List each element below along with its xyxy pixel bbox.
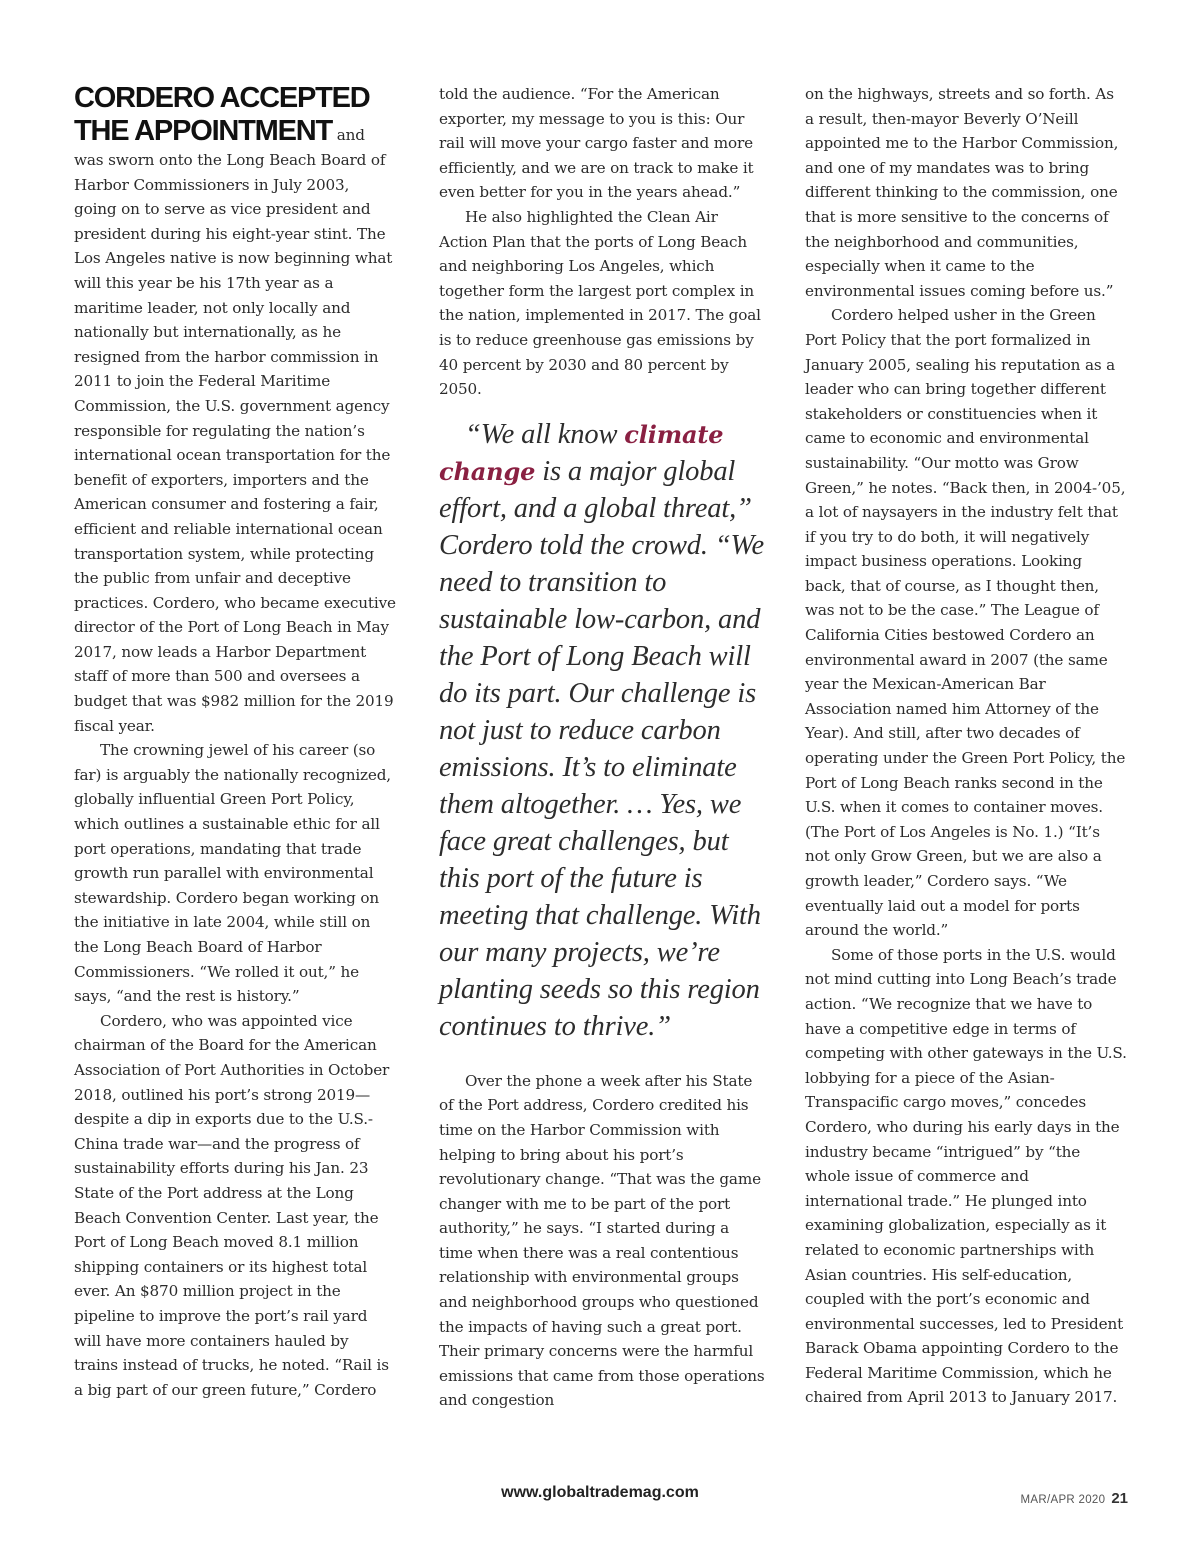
headline-line-1: CORDERO ACCEPTED: [74, 82, 370, 114]
paragraph: The crowning jewel of his career (so far) is arguably the nationally recognized, globally influential Green Port Policy, which outlines a sustainable ethic for all port operations, mandating that trade growth run parallel with environmental stewardship. Cordero began working on the initiative in late 2004, while still on the Long Beach Board of Harbor Commissioners. “We rolled it out,” he says, “and the rest is history.”: [74, 741, 391, 1006]
paragraph: told the audience. “For the American exporter, my message to you is this: Our rail will move your cargo faster and more efficiently, and we are on track to make it even better for you in the years ahead.”: [439, 85, 754, 202]
pull-quote: [439, 416, 766, 1045]
pull-quote-highlight: climate change: [439, 419, 724, 486]
article-column-1: [74, 82, 396, 1402]
paragraph: Over the phone a week after his State of the Port address, Cordero credited his time on the Harbor Commission with helping to bring about his port’s revolutionary change. “That was the game changer with me to be part of the port authority,” he says. “I started during a time when there was a real contentious relationship with environmental groups and neighborhood groups who questioned the impacts of having such a great port. Their primary concerns were the harmful emissions that came from those operations and congestion: [439, 1071, 765, 1410]
paragraph: [74, 115, 396, 738]
issue-date: MAR/APR 2020: [1020, 1494, 1106, 1506]
page-number: 21: [1111, 1490, 1128, 1507]
paragraph: Cordero helped usher in the Green Port Policy that the port formalized in January 2005, sealing his reputation as a leader who can bring together different stakeholders or constituencies when it came to economic and environmental sustainability. “Our motto was Grow Green,” he notes. “Back then, in 2004-’05, a lot of naysayers in the industry felt that if you try to do both, it will negatively impact business operations. Looking back, that of course, as I thought then, was not to be the case.” The League of California Cities bestowed Cordero an environmental award in 2007 (the same year the Mexican-American Bar Association named him Attorney of the Year). And still, after two decades of operating under the Green Port Policy, the Port of Long Beach ranks second in the U.S. when it comes to container moves. (The Port of Los Angeles is No. 1.) “It’s not only Grow Green, but we are also a growth leader,” Cordero says. “We eventually laid out a model for ports around the world.”: [805, 306, 1126, 940]
article-column-3: [805, 82, 1127, 1410]
headline-line-2: THE APPOINTMENT: [74, 115, 333, 147]
paragraph: on the highways, streets and so forth. As a result, then-mayor Beverly O’Neill appointed me to the Harbor Commission, and one of my mandates was to bring different thinking to the commission, one that is more sensitive to the concerns of the neighborhood and communities, especially when it came to the environmental issues coming before us.”: [805, 85, 1119, 300]
lead-text: and was sworn onto the Long Beach Board of Harbor Commissioners in July 2003, going on to serve as vice president and president during his eight-year stint. The Los Angeles native is now beginning what will this year be his 17th year as a maritime leader, not only locally and nationally but internationally, as he resigned from the harbor commission in 2011 to join the Federal Maritime Commission, the U.S. government agency responsible for regulating the nation’s international ocean transportation for the benefit of exporters, importers and the American consumer and fostering a fair, efficient and reliable international ocean transportation system, while protecting the public from unfair and deceptive practices. Cordero, who became executive director of the Port of Long Beach in May 2017, now leads a Harbor Department staff of more than 500 and oversees a budget that was $982 million for the 2019 fiscal year.: [74, 126, 396, 735]
paragraph: He also highlighted the Clean Air Action Plan that the ports of Long Beach and neighboring Los Angeles, which together form the largest port complex in the nation, implemented in 2017. The goal is to reduce greenhouse gas emissions by 40 percent by 2030 and 80 percent by 2050.: [439, 207, 761, 399]
pull-quote-open: “We all know: [465, 418, 625, 450]
paragraph: Cordero, who was appointed vice chairman of the Board for the American Association of Port Authorities in October 2018, outlined his port’s strong 2019—despite a dip in exports due to the U.S.-China trade war—and the progress of sustainability efforts during his Jan. 23 State of the Port address at the Long Beach Convention Center. Last year, the Port of Long Beach moved 8.1 million shipping containers or its highest total ever. An $870 million project in the pipeline to improve the port’s rail yard will have more containers hauled by trains instead of trucks, he noted. “Rail is a big part of our green future,” Cordero: [74, 1011, 390, 1399]
article-column-2: [439, 82, 766, 1413]
footer-url[interactable]: www.globaltrademag.com: [501, 1484, 699, 1501]
folio: [1021, 1490, 1128, 1508]
pull-quote-rest: is a major global effort, and a global threat,” Cordero told the crowd. “We need to transition to sustainable low-carbon, and the Port of Long Beach will do its part. Our challenge is not just to reduce carbon emissions. It’s to eliminate them altogether. … Yes, we face great challenges, but this port of the future is meeting that challenge. With our many projects, we’re planting seeds so this region continues to thrive.”: [439, 455, 765, 1042]
paragraph: Some of those ports in the U.S. would not mind cutting into Long Beach’s trade action. “We recognize that we have to have a competitive edge in terms of competing with other gateways in the U.S. lobbying for a piece of the Asian-Transpacific cargo moves,” concedes Cordero, who during his early days in the industry became “intrigued” by “the whole issue of commerce and international trade.” He plunged into examining globalization, especially as it related to economic partnerships with Asian countries. His self-education, coupled with the port’s economic and environmental successes, led to President Barack Obama appointing Cordero to the Federal Maritime Commission, which he chaired from April 2013 to January 2017.: [805, 945, 1127, 1407]
